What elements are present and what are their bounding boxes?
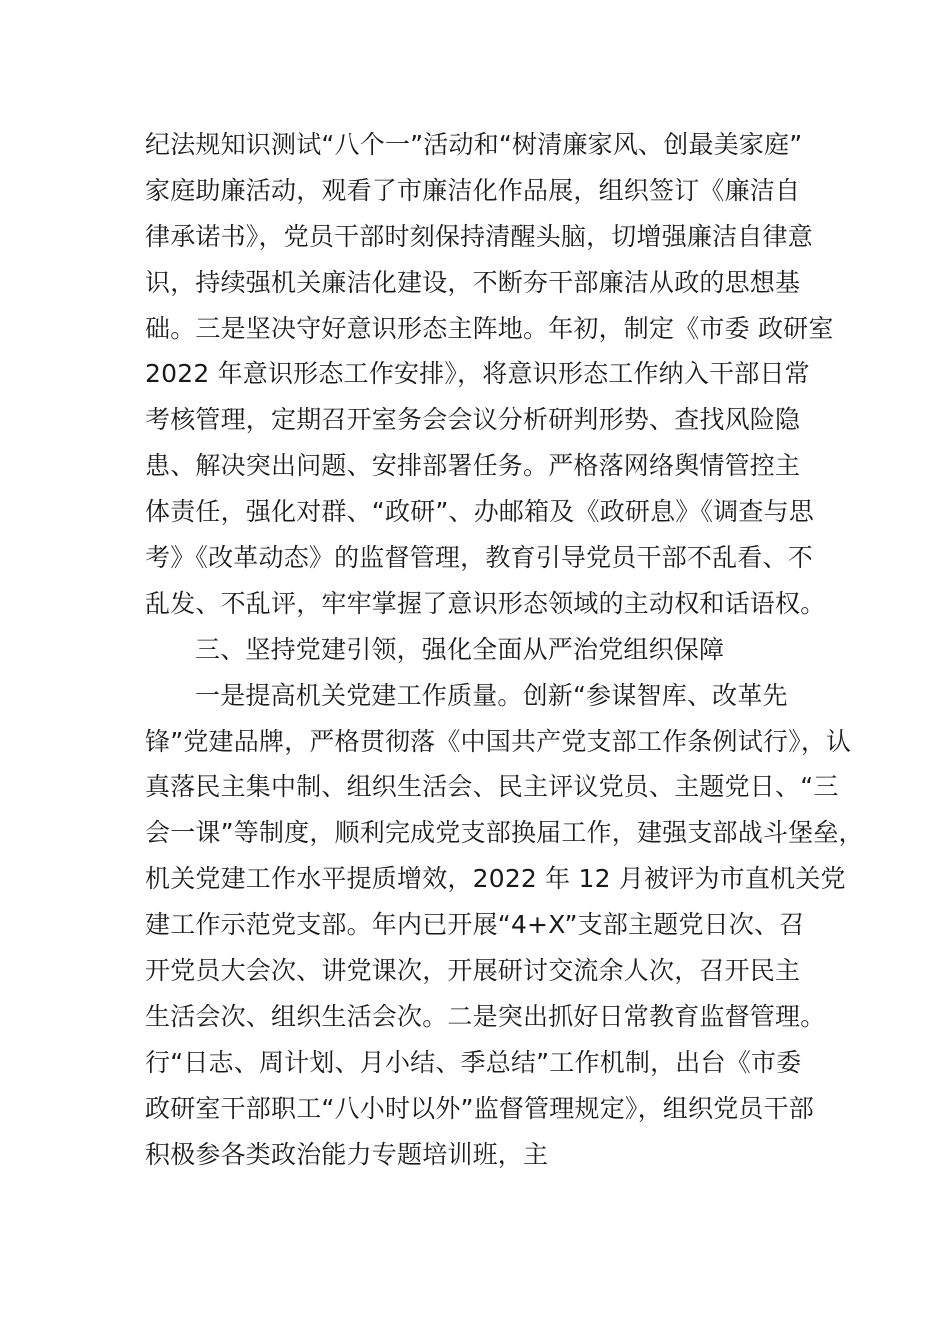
- text-line: 积极参各类政治能力专题培训班，主: [145, 1139, 549, 1169]
- text-line: 行“日志、周计划、月小结、季总结”工作机制，出台《市委: [145, 1047, 802, 1077]
- text-line: 会一课”等制度，顺利完成党支部换届工作，建强支部战斗堡垒，: [145, 818, 864, 848]
- text-line: 2022 年意识形态工作安排》，将意识形态工作纳入干部日常: [145, 359, 810, 389]
- text-line: 乱发、不乱评，牢牢掌握了意识形态领域的主动权和话语权。: [145, 588, 826, 618]
- text-line: 生活会次、组织生活会次。二是突出抓好日常教育监督管理。: [145, 1001, 826, 1031]
- text-line: 础。三是坚决守好意识形态主阵地。年初，制定《市委 政研室: [145, 313, 834, 343]
- text-line: 律承诺书》，党员干部时刻保持清醒头脑，切增强廉洁自律意: [145, 221, 813, 251]
- text-line: 真落民主集中制、组织生活会、民主评议党员、主题党日、“三: [145, 772, 839, 802]
- text-line: 纪法规知识测试“八个一”活动和“树清廉家风、创最美家庭”: [145, 130, 803, 159]
- text-line: 机关党建工作水平提质增效，2022 年 12 月被评为市直机关党: [145, 864, 846, 894]
- text-line: 锋”党建品牌，严格贯彻落《中国共产党支部工作条例试行》，认: [145, 726, 852, 756]
- text-line: 体责任，强化对群、“政研”、办邮箱及《政研息》《调查与思: [145, 497, 815, 527]
- text-line: 识，持续强机关廉洁化建设，不断夯干部廉洁从政的思想基: [145, 267, 801, 297]
- text-line: 家庭助廉活动，观看了市廉洁化作品展，组织签订《廉洁自: [145, 175, 801, 205]
- document-body: [145, 122, 864, 1177]
- text-line: 考核管理，定期召开室务会会议分析研判形势、查找风险隐: [145, 405, 801, 435]
- text-line: 政研室干部职工“八小时以外”监督管理规定》，组织党员干部: [145, 1093, 815, 1123]
- section-heading: 三、坚持党建引领，强化全面从严治党组织保障: [195, 634, 725, 664]
- text-line: 考》《改革动态》的监督管理，教育引导党员干部不乱看、不: [145, 543, 813, 573]
- paragraph-first-line: 一是提高机关党建工作质量。创新“参谋智库、改革先: [195, 680, 788, 710]
- text-line: 建工作示范党支部。年内已开展“4+X”支部主题党日次、召: [145, 910, 805, 940]
- text-line: 患、解决突出问题、安排部署任务。严格落网络舆情管控主: [145, 451, 801, 481]
- text-line: 开党员大会次、讲党课次，开展研讨交流余人次，召开民主: [145, 956, 801, 986]
